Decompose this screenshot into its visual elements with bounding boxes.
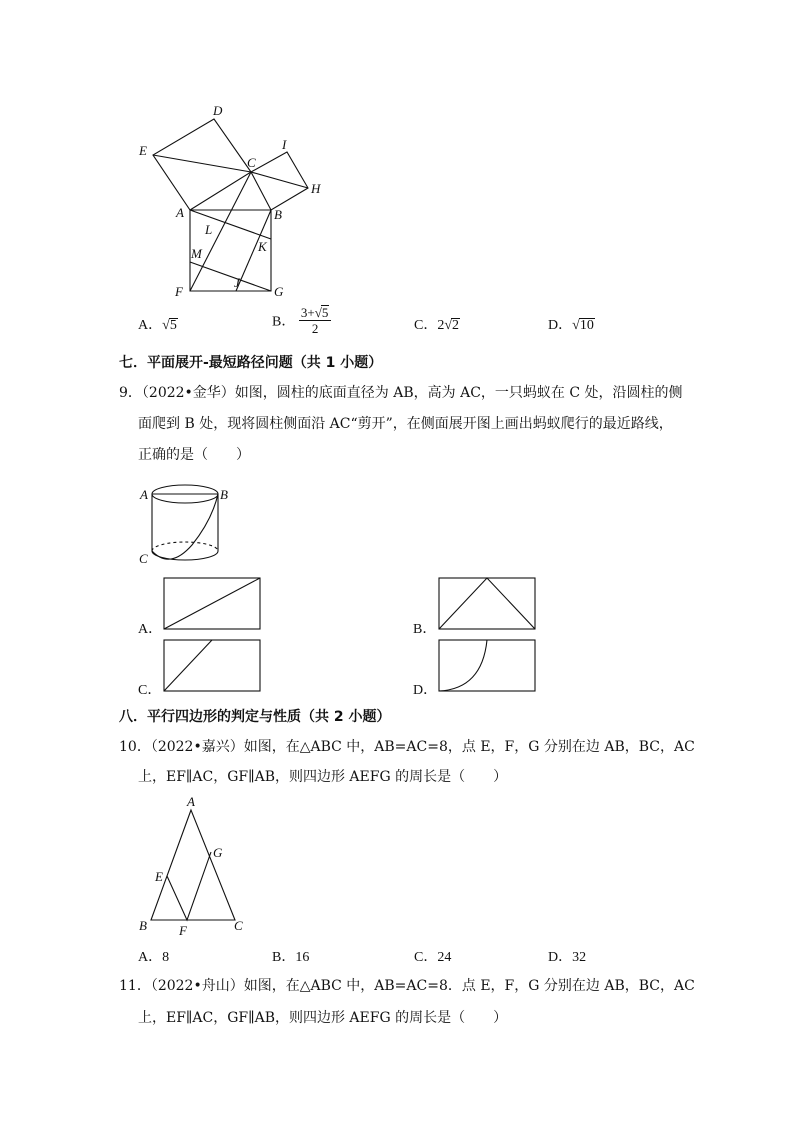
q8-option-c[interactable]: C．2√2	[414, 318, 460, 333]
q9-option-a-diagram[interactable]	[163, 577, 263, 631]
q9-option-a-label[interactable]: A．	[138, 622, 163, 637]
cyl-label-A: A	[140, 487, 148, 502]
tri-label-B: B	[139, 918, 147, 933]
label-I: I	[282, 137, 287, 152]
cylinder-figure	[135, 478, 235, 568]
q9-option-c-diagram[interactable]	[163, 639, 263, 693]
tri-label-G: G	[213, 845, 223, 860]
q10-option-d[interactable]: D．32	[548, 950, 587, 965]
q9-option-c-label[interactable]: C．	[138, 683, 162, 698]
q8-option-b[interactable]	[272, 305, 331, 336]
q8-option-d[interactable]: D．√10	[548, 318, 594, 333]
geometry-figure-squares	[130, 95, 340, 305]
q10-option-c[interactable]: C．24	[414, 950, 452, 965]
q11-line-2: 上，EF∥AC，GF∥AB，则四边形 AEFG 的周长是（ ）	[138, 1010, 508, 1026]
q9-line-3: 正确的是（ ）	[138, 447, 250, 463]
q11-line-1: 11．（2022•舟山）如图，在△ABC 中，AB=AC=8．点 E，F，G 分别在边 AB，BC，AC	[119, 978, 695, 994]
option-c-radicand: 2	[452, 318, 460, 333]
label-A: A	[176, 205, 184, 220]
fraction-denominator: 2	[311, 321, 319, 336]
label-J: J	[234, 275, 240, 290]
q9-option-b-label[interactable]: B．	[413, 622, 437, 637]
q10-line-1: 10．（2022•嘉兴）如图，在△ABC 中，AB=AC=8，点 E，F，G 分别在边 AB，BC，AC	[119, 739, 695, 755]
tri-label-E: E	[155, 869, 163, 884]
option-b-prefix: B．	[272, 314, 296, 330]
section-8-title: 八．平行四边形的判定与性质（共 2 小题）	[119, 709, 391, 725]
option-c-prefix: C．	[414, 318, 438, 333]
option-a-prefix: A．	[138, 318, 163, 333]
q10-option-a[interactable]: A．8	[138, 950, 170, 965]
q9-option-d-label[interactable]: D．	[413, 683, 438, 698]
label-E: E	[139, 143, 147, 158]
cyl-label-C: C	[139, 551, 148, 566]
section-7-title: 七．平面展开-最短路径问题（共 1 小题）	[119, 355, 383, 371]
label-D: D	[213, 103, 223, 118]
tri-label-C: C	[234, 918, 243, 933]
q9-line-2: 面爬到 B 处，现将圆柱侧面沿 AC“剪开”，在侧面展开图上画出蚂蚁爬行的最近路线，	[138, 416, 673, 432]
q9-option-d-diagram[interactable]	[438, 639, 538, 693]
q8-option-a[interactable]: A．√5	[138, 318, 177, 333]
label-L: L	[205, 222, 213, 237]
q10-option-b[interactable]: B．16	[272, 950, 310, 965]
cyl-label-B: B	[220, 487, 228, 502]
fraction-numerator-radicand: 5	[321, 305, 329, 320]
label-C: C	[247, 155, 256, 170]
tri-label-A: A	[187, 794, 195, 809]
label-K: K	[258, 239, 267, 254]
option-d-radicand: 10	[579, 318, 594, 333]
option-d-prefix: D．	[548, 318, 573, 333]
label-F: F	[175, 284, 183, 299]
label-B: B	[274, 207, 282, 222]
fraction-numerator-left: 3+	[300, 305, 315, 320]
triangle-figure	[130, 790, 250, 938]
label-M: M	[191, 246, 202, 261]
q10-line-2: 上，EF∥AC，GF∥AB，则四边形 AEFG 的周长是（ ）	[138, 769, 508, 785]
option-a-radicand: 5	[169, 318, 177, 333]
label-H: H	[311, 181, 321, 196]
option-c-coefficient: 2	[437, 318, 445, 333]
label-G: G	[274, 284, 284, 299]
q9-line-1: 9．（2022•金华）如图，圆柱的底面直径为 AB，高为 AC，一只蚂蚁在 C 处，沿圆柱的侧	[119, 385, 683, 401]
fraction: $\frac{3+√5}{2}$	[299, 305, 331, 336]
tri-label-F: F	[179, 923, 187, 938]
q9-option-b-diagram[interactable]	[438, 577, 538, 631]
